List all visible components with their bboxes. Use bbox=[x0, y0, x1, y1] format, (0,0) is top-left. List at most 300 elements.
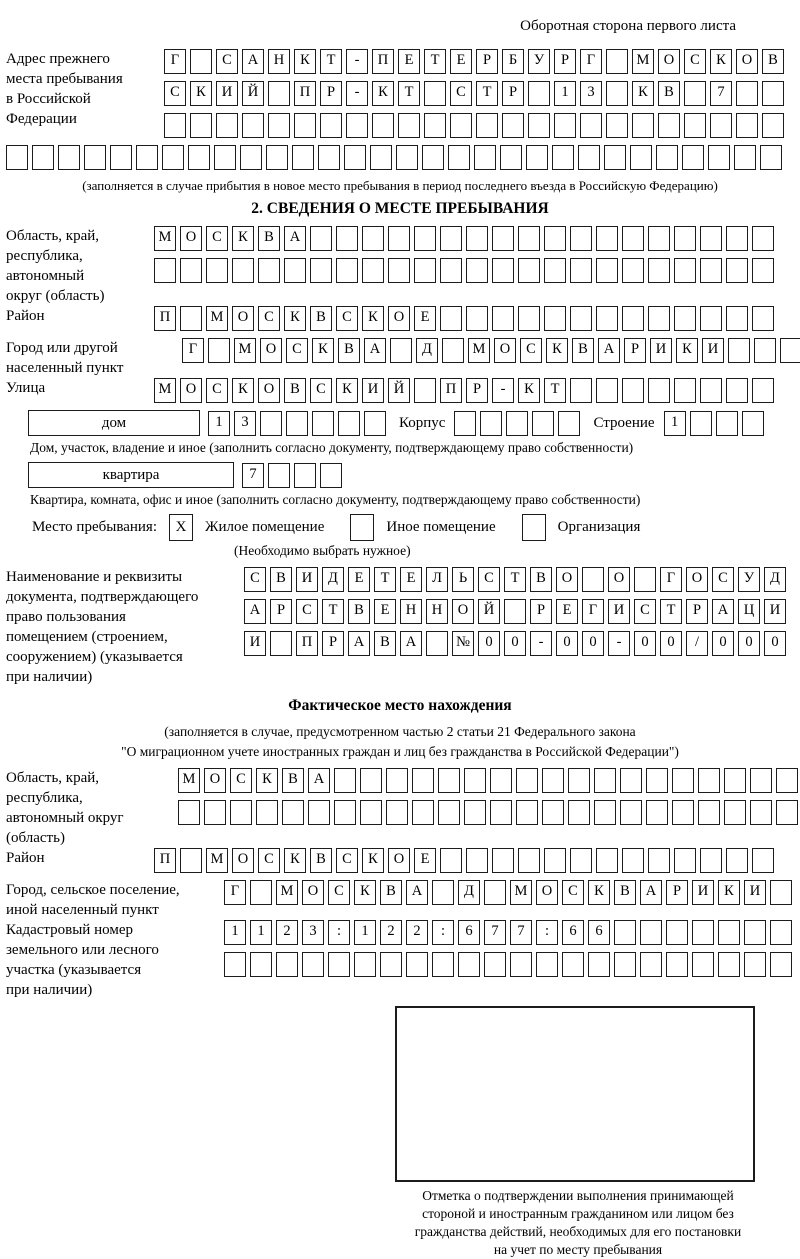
char-box[interactable]: М bbox=[468, 338, 490, 363]
char-box[interactable] bbox=[606, 49, 628, 74]
char-box[interactable] bbox=[362, 226, 384, 251]
char-box[interactable]: В bbox=[658, 81, 680, 106]
char-box[interactable] bbox=[684, 113, 706, 138]
char-box[interactable]: П bbox=[296, 631, 318, 656]
char-box[interactable]: - bbox=[492, 378, 514, 403]
char-box[interactable] bbox=[476, 113, 498, 138]
char-box[interactable] bbox=[648, 378, 670, 403]
char-box[interactable] bbox=[736, 81, 758, 106]
char-box[interactable] bbox=[622, 378, 644, 403]
char-box[interactable] bbox=[620, 800, 642, 825]
char-box[interactable] bbox=[708, 145, 730, 170]
char-box[interactable]: : bbox=[432, 920, 454, 945]
char-box[interactable]: П bbox=[294, 81, 316, 106]
char-box[interactable] bbox=[438, 800, 460, 825]
char-box[interactable] bbox=[492, 258, 514, 283]
char-box[interactable] bbox=[580, 113, 602, 138]
char-box[interactable]: С bbox=[258, 306, 280, 331]
char-box[interactable] bbox=[674, 226, 696, 251]
char-box[interactable] bbox=[674, 306, 696, 331]
char-box[interactable] bbox=[570, 306, 592, 331]
char-box[interactable]: П bbox=[372, 49, 394, 74]
char-box[interactable]: С bbox=[164, 81, 186, 106]
char-box[interactable]: С bbox=[216, 49, 238, 74]
char-box[interactable] bbox=[734, 145, 756, 170]
char-box[interactable]: Р bbox=[530, 599, 552, 624]
char-box[interactable]: В bbox=[614, 880, 636, 905]
char-box[interactable] bbox=[318, 145, 340, 170]
char-box[interactable] bbox=[154, 258, 176, 283]
char-box[interactable] bbox=[466, 258, 488, 283]
char-box[interactable]: : bbox=[536, 920, 558, 945]
char-box[interactable]: В bbox=[380, 880, 402, 905]
checkbox-zhiloe-pomeshchenie[interactable]: X bbox=[169, 514, 193, 541]
char-box[interactable] bbox=[544, 258, 566, 283]
char-box[interactable]: Д bbox=[458, 880, 480, 905]
char-box[interactable]: 1 bbox=[354, 920, 376, 945]
char-box[interactable] bbox=[464, 768, 486, 793]
char-box[interactable] bbox=[570, 258, 592, 283]
char-box[interactable] bbox=[504, 599, 526, 624]
char-box[interactable]: О bbox=[608, 567, 630, 592]
char-box[interactable]: / bbox=[686, 631, 708, 656]
char-box[interactable] bbox=[780, 338, 800, 363]
char-box[interactable] bbox=[744, 952, 766, 977]
char-box[interactable] bbox=[562, 952, 584, 977]
char-box[interactable] bbox=[466, 306, 488, 331]
char-box[interactable] bbox=[282, 800, 304, 825]
char-box[interactable] bbox=[744, 920, 766, 945]
char-box[interactable]: Р bbox=[554, 49, 576, 74]
char-box[interactable] bbox=[760, 145, 782, 170]
char-box[interactable]: Т bbox=[660, 599, 682, 624]
char-box[interactable] bbox=[206, 258, 228, 283]
char-box[interactable]: В bbox=[270, 567, 292, 592]
char-box[interactable]: П bbox=[440, 378, 462, 403]
char-box[interactable] bbox=[250, 952, 272, 977]
char-box[interactable] bbox=[692, 920, 714, 945]
char-box[interactable]: К bbox=[336, 378, 358, 403]
char-box[interactable]: О bbox=[658, 49, 680, 74]
char-box[interactable]: М bbox=[276, 880, 298, 905]
char-box[interactable]: - bbox=[608, 631, 630, 656]
char-box[interactable] bbox=[710, 113, 732, 138]
char-box[interactable] bbox=[596, 378, 618, 403]
char-box[interactable] bbox=[672, 800, 694, 825]
char-box[interactable]: К bbox=[372, 81, 394, 106]
char-box[interactable] bbox=[640, 920, 662, 945]
char-box[interactable] bbox=[518, 306, 540, 331]
char-box[interactable] bbox=[622, 258, 644, 283]
char-box[interactable] bbox=[646, 800, 668, 825]
char-box[interactable] bbox=[232, 258, 254, 283]
char-box[interactable] bbox=[762, 81, 784, 106]
char-box[interactable] bbox=[726, 258, 748, 283]
char-box[interactable] bbox=[570, 378, 592, 403]
char-box[interactable]: В bbox=[310, 306, 332, 331]
char-box[interactable]: 0 bbox=[582, 631, 604, 656]
char-box[interactable]: В bbox=[258, 226, 280, 251]
char-box[interactable] bbox=[770, 880, 792, 905]
char-box[interactable] bbox=[596, 226, 618, 251]
char-box[interactable] bbox=[698, 800, 720, 825]
char-box[interactable] bbox=[260, 411, 282, 436]
char-box[interactable]: 6 bbox=[588, 920, 610, 945]
char-box[interactable] bbox=[136, 145, 158, 170]
char-box[interactable] bbox=[396, 145, 418, 170]
char-box[interactable]: О bbox=[736, 49, 758, 74]
char-box[interactable]: Г bbox=[660, 567, 682, 592]
char-box[interactable]: О bbox=[686, 567, 708, 592]
char-box[interactable]: Г bbox=[580, 49, 602, 74]
char-box[interactable]: 0 bbox=[556, 631, 578, 656]
char-box[interactable] bbox=[716, 411, 738, 436]
char-box[interactable]: - bbox=[530, 631, 552, 656]
char-box[interactable]: В bbox=[284, 378, 306, 403]
char-box[interactable]: У bbox=[528, 49, 550, 74]
char-box[interactable] bbox=[568, 800, 590, 825]
char-box[interactable] bbox=[32, 145, 54, 170]
char-box[interactable] bbox=[484, 952, 506, 977]
char-box[interactable] bbox=[276, 952, 298, 977]
char-box[interactable] bbox=[672, 768, 694, 793]
char-box[interactable]: О bbox=[452, 599, 474, 624]
char-box[interactable]: 3 bbox=[580, 81, 602, 106]
char-box[interactable]: Л bbox=[426, 567, 448, 592]
char-box[interactable]: 0 bbox=[634, 631, 656, 656]
char-box[interactable]: № bbox=[452, 631, 474, 656]
char-box[interactable] bbox=[536, 952, 558, 977]
char-box[interactable]: Н bbox=[426, 599, 448, 624]
char-box[interactable]: К bbox=[518, 378, 540, 403]
char-box[interactable] bbox=[606, 81, 628, 106]
char-box[interactable] bbox=[412, 768, 434, 793]
char-box[interactable] bbox=[728, 338, 750, 363]
char-box[interactable] bbox=[724, 800, 746, 825]
char-box[interactable] bbox=[334, 768, 356, 793]
char-box[interactable] bbox=[258, 258, 280, 283]
char-box[interactable]: А bbox=[348, 631, 370, 656]
char-box[interactable] bbox=[582, 567, 604, 592]
char-box[interactable]: Т bbox=[544, 378, 566, 403]
char-box[interactable]: Т bbox=[322, 599, 344, 624]
char-box[interactable] bbox=[480, 411, 502, 436]
char-box[interactable] bbox=[750, 768, 772, 793]
char-box[interactable] bbox=[312, 411, 334, 436]
char-box[interactable] bbox=[336, 226, 358, 251]
char-box[interactable] bbox=[594, 768, 616, 793]
char-box[interactable]: К bbox=[294, 49, 316, 74]
char-box[interactable]: Р bbox=[322, 631, 344, 656]
char-box[interactable] bbox=[442, 338, 464, 363]
char-box[interactable] bbox=[424, 81, 446, 106]
char-box[interactable] bbox=[336, 258, 358, 283]
char-box[interactable]: К bbox=[232, 226, 254, 251]
char-box[interactable] bbox=[718, 952, 740, 977]
char-box[interactable] bbox=[354, 952, 376, 977]
char-box[interactable]: - bbox=[346, 49, 368, 74]
char-box[interactable] bbox=[328, 952, 350, 977]
char-box[interactable]: Й bbox=[478, 599, 500, 624]
char-box[interactable] bbox=[518, 848, 540, 873]
char-box[interactable]: О bbox=[494, 338, 516, 363]
char-box[interactable] bbox=[180, 258, 202, 283]
char-box[interactable] bbox=[588, 952, 610, 977]
char-box[interactable]: Т bbox=[398, 81, 420, 106]
char-box[interactable]: О bbox=[536, 880, 558, 905]
char-box[interactable] bbox=[648, 226, 670, 251]
char-box[interactable] bbox=[622, 226, 644, 251]
char-box[interactable] bbox=[516, 800, 538, 825]
char-box[interactable]: В bbox=[374, 631, 396, 656]
char-box[interactable]: О bbox=[302, 880, 324, 905]
char-box[interactable]: С bbox=[296, 599, 318, 624]
char-box[interactable] bbox=[360, 800, 382, 825]
char-box[interactable]: 0 bbox=[738, 631, 760, 656]
char-box[interactable]: В bbox=[530, 567, 552, 592]
char-box[interactable]: М bbox=[206, 306, 228, 331]
char-box[interactable]: В bbox=[348, 599, 370, 624]
char-box[interactable] bbox=[380, 952, 402, 977]
char-box[interactable] bbox=[386, 800, 408, 825]
char-box[interactable]: Р bbox=[466, 378, 488, 403]
char-box[interactable]: О bbox=[388, 306, 410, 331]
char-box[interactable] bbox=[302, 952, 324, 977]
char-box[interactable] bbox=[450, 113, 472, 138]
char-box[interactable] bbox=[648, 258, 670, 283]
char-box[interactable] bbox=[726, 378, 748, 403]
char-box[interactable] bbox=[164, 113, 186, 138]
char-box[interactable] bbox=[84, 145, 106, 170]
char-box[interactable] bbox=[656, 145, 678, 170]
char-box[interactable]: М bbox=[178, 768, 200, 793]
char-box[interactable] bbox=[344, 145, 366, 170]
char-box[interactable]: Р bbox=[270, 599, 292, 624]
char-box[interactable]: 3 bbox=[234, 411, 256, 436]
char-box[interactable]: О bbox=[388, 848, 410, 873]
char-box[interactable]: Т bbox=[320, 49, 342, 74]
char-box[interactable]: А bbox=[284, 226, 306, 251]
char-box[interactable] bbox=[388, 226, 410, 251]
char-box[interactable] bbox=[214, 145, 236, 170]
char-box[interactable]: 0 bbox=[712, 631, 734, 656]
char-box[interactable] bbox=[364, 411, 386, 436]
char-box[interactable]: К bbox=[354, 880, 376, 905]
char-box[interactable]: 3 bbox=[302, 920, 324, 945]
char-box[interactable] bbox=[726, 848, 748, 873]
char-box[interactable]: 7 bbox=[242, 463, 264, 488]
char-box[interactable]: О bbox=[556, 567, 578, 592]
char-box[interactable] bbox=[464, 800, 486, 825]
char-box[interactable]: 2 bbox=[406, 920, 428, 945]
char-box[interactable] bbox=[224, 952, 246, 977]
char-box[interactable] bbox=[216, 113, 238, 138]
char-box[interactable] bbox=[750, 800, 772, 825]
char-box[interactable]: С bbox=[634, 599, 656, 624]
char-box[interactable]: 0 bbox=[660, 631, 682, 656]
char-box[interactable]: А bbox=[712, 599, 734, 624]
char-box[interactable] bbox=[474, 145, 496, 170]
char-box[interactable] bbox=[454, 411, 476, 436]
char-box[interactable] bbox=[754, 338, 776, 363]
char-box[interactable]: Т bbox=[504, 567, 526, 592]
char-box[interactable]: К bbox=[546, 338, 568, 363]
char-box[interactable]: В bbox=[282, 768, 304, 793]
char-box[interactable]: К bbox=[632, 81, 654, 106]
char-box[interactable]: Е bbox=[398, 49, 420, 74]
char-box[interactable]: 1 bbox=[224, 920, 246, 945]
char-box[interactable]: А bbox=[400, 631, 422, 656]
char-box[interactable] bbox=[658, 113, 680, 138]
char-box[interactable]: П bbox=[154, 306, 176, 331]
char-box[interactable]: И bbox=[764, 599, 786, 624]
char-box[interactable]: Т bbox=[424, 49, 446, 74]
char-box[interactable]: У bbox=[738, 567, 760, 592]
char-box[interactable]: Е bbox=[400, 567, 422, 592]
char-box[interactable] bbox=[632, 113, 654, 138]
char-box[interactable]: В bbox=[310, 848, 332, 873]
char-box[interactable]: С bbox=[244, 567, 266, 592]
char-box[interactable] bbox=[440, 848, 462, 873]
char-box[interactable] bbox=[440, 258, 462, 283]
char-box[interactable]: А bbox=[244, 599, 266, 624]
char-box[interactable]: С bbox=[336, 306, 358, 331]
char-box[interactable] bbox=[726, 226, 748, 251]
char-box[interactable]: К bbox=[588, 880, 610, 905]
char-box[interactable] bbox=[698, 768, 720, 793]
char-box[interactable] bbox=[266, 145, 288, 170]
char-box[interactable] bbox=[510, 952, 532, 977]
char-box[interactable]: О bbox=[232, 848, 254, 873]
char-box[interactable] bbox=[286, 411, 308, 436]
char-box[interactable]: С bbox=[310, 378, 332, 403]
char-box[interactable]: Е bbox=[348, 567, 370, 592]
char-box[interactable] bbox=[492, 226, 514, 251]
char-box[interactable]: 0 bbox=[764, 631, 786, 656]
char-box[interactable]: Р bbox=[666, 880, 688, 905]
char-box[interactable] bbox=[604, 145, 626, 170]
char-box[interactable]: 0 bbox=[478, 631, 500, 656]
char-box[interactable]: К bbox=[312, 338, 334, 363]
char-box[interactable] bbox=[432, 880, 454, 905]
char-box[interactable] bbox=[558, 411, 580, 436]
char-box[interactable]: А bbox=[598, 338, 620, 363]
char-box[interactable]: И bbox=[296, 567, 318, 592]
char-box[interactable]: К bbox=[232, 378, 254, 403]
char-box[interactable]: И bbox=[702, 338, 724, 363]
char-box[interactable]: И bbox=[692, 880, 714, 905]
char-box[interactable]: С bbox=[206, 226, 228, 251]
char-box[interactable]: К bbox=[718, 880, 740, 905]
char-box[interactable]: А bbox=[640, 880, 662, 905]
char-box[interactable]: С bbox=[206, 378, 228, 403]
char-box[interactable]: 6 bbox=[562, 920, 584, 945]
char-box[interactable] bbox=[552, 145, 574, 170]
char-box[interactable]: С bbox=[328, 880, 350, 905]
char-box[interactable] bbox=[268, 113, 290, 138]
char-box[interactable]: И bbox=[650, 338, 672, 363]
char-box[interactable] bbox=[492, 848, 514, 873]
char-box[interactable] bbox=[700, 306, 722, 331]
char-box[interactable] bbox=[596, 306, 618, 331]
char-box[interactable]: К bbox=[284, 306, 306, 331]
char-box[interactable] bbox=[242, 113, 264, 138]
char-box[interactable]: К bbox=[190, 81, 212, 106]
char-box[interactable] bbox=[726, 306, 748, 331]
char-box[interactable]: Р bbox=[624, 338, 646, 363]
char-box[interactable]: 7 bbox=[710, 81, 732, 106]
char-box[interactable] bbox=[310, 258, 332, 283]
char-box[interactable]: О bbox=[180, 226, 202, 251]
char-box[interactable]: О bbox=[232, 306, 254, 331]
char-box[interactable] bbox=[320, 463, 342, 488]
char-box[interactable]: С bbox=[684, 49, 706, 74]
char-box[interactable] bbox=[542, 800, 564, 825]
char-box[interactable]: И bbox=[744, 880, 766, 905]
char-box[interactable] bbox=[372, 113, 394, 138]
char-box[interactable]: М bbox=[154, 226, 176, 251]
char-box[interactable] bbox=[370, 145, 392, 170]
char-box[interactable] bbox=[770, 952, 792, 977]
char-box[interactable]: Ц bbox=[738, 599, 760, 624]
char-box[interactable]: И bbox=[608, 599, 630, 624]
char-box[interactable]: Р bbox=[320, 81, 342, 106]
char-box[interactable] bbox=[190, 113, 212, 138]
char-box[interactable] bbox=[570, 226, 592, 251]
char-box[interactable]: С bbox=[336, 848, 358, 873]
char-box[interactable]: Т bbox=[476, 81, 498, 106]
char-box[interactable] bbox=[432, 952, 454, 977]
char-box[interactable] bbox=[338, 411, 360, 436]
char-box[interactable] bbox=[544, 848, 566, 873]
char-box[interactable] bbox=[674, 258, 696, 283]
char-box[interactable]: М bbox=[632, 49, 654, 74]
char-box[interactable]: Й bbox=[388, 378, 410, 403]
char-box[interactable] bbox=[180, 306, 202, 331]
char-box[interactable] bbox=[752, 258, 774, 283]
char-box[interactable] bbox=[622, 848, 644, 873]
checkbox-organizatsiya[interactable] bbox=[522, 514, 546, 541]
char-box[interactable] bbox=[162, 145, 184, 170]
char-box[interactable] bbox=[752, 378, 774, 403]
char-box[interactable]: Г bbox=[224, 880, 246, 905]
char-box[interactable] bbox=[320, 113, 342, 138]
char-box[interactable] bbox=[268, 81, 290, 106]
char-box[interactable]: Е bbox=[556, 599, 578, 624]
char-box[interactable] bbox=[484, 880, 506, 905]
char-box[interactable] bbox=[438, 768, 460, 793]
char-box[interactable] bbox=[506, 411, 528, 436]
char-box[interactable] bbox=[294, 463, 316, 488]
char-box[interactable] bbox=[500, 145, 522, 170]
char-box[interactable] bbox=[422, 145, 444, 170]
char-box[interactable] bbox=[414, 378, 436, 403]
char-box[interactable] bbox=[700, 258, 722, 283]
char-box[interactable] bbox=[614, 920, 636, 945]
char-box[interactable] bbox=[684, 81, 706, 106]
char-box[interactable]: Е bbox=[374, 599, 396, 624]
char-box[interactable] bbox=[682, 145, 704, 170]
char-box[interactable]: М bbox=[510, 880, 532, 905]
char-box[interactable]: Р bbox=[686, 599, 708, 624]
char-box[interactable] bbox=[630, 145, 652, 170]
char-box[interactable] bbox=[594, 800, 616, 825]
char-box[interactable]: 1 bbox=[208, 411, 230, 436]
char-box[interactable] bbox=[490, 800, 512, 825]
char-box[interactable]: Ь bbox=[452, 567, 474, 592]
char-box[interactable]: Д bbox=[416, 338, 438, 363]
char-box[interactable]: А bbox=[406, 880, 428, 905]
